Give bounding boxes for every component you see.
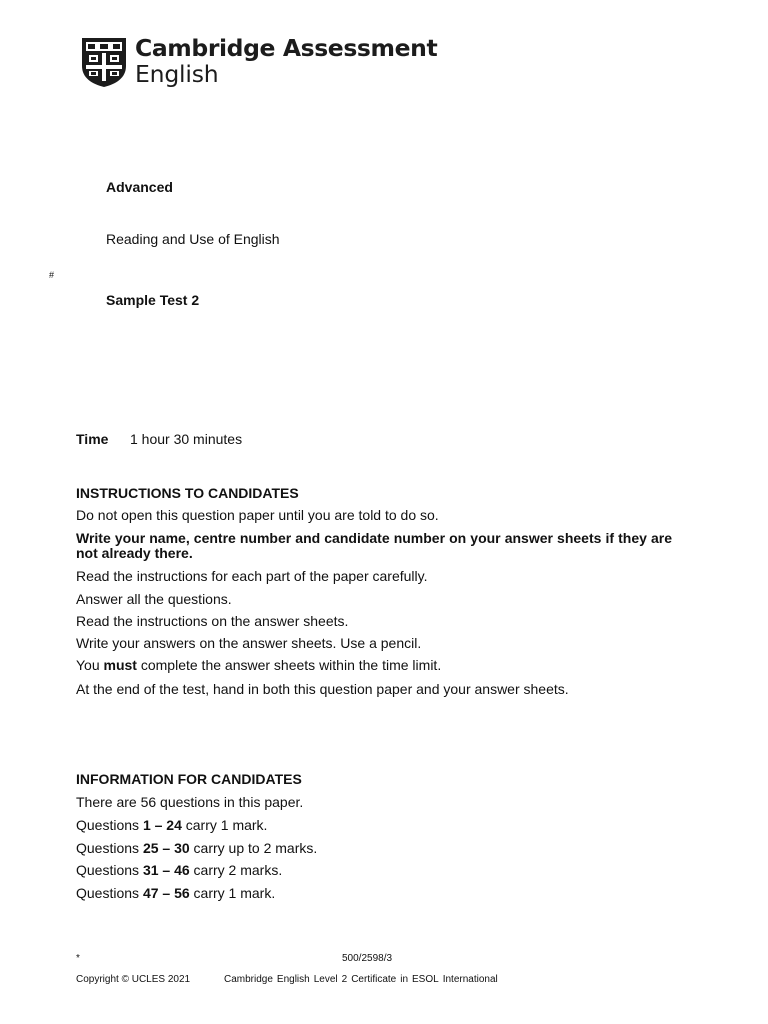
- instruction-text: You: [76, 657, 104, 673]
- row-prefix: Questions: [76, 885, 143, 901]
- university-crest-icon: [80, 36, 128, 88]
- instruction-line: Do not open this question paper until you are told to do so.: [76, 507, 439, 523]
- question-range: 47 – 56: [142, 885, 190, 901]
- marks-text: carry 1 mark.: [189, 885, 276, 901]
- instruction-line: Write your answers on the answer sheets. Use a pencil.: [76, 635, 422, 651]
- cert-word: 2: [341, 974, 348, 985]
- instruction-text: complete the answer sheets within the time limit.: [136, 657, 442, 673]
- marks-text: carry 1 mark.: [181, 817, 268, 833]
- brand-logo: [80, 34, 438, 92]
- time-label: Time: [76, 431, 109, 447]
- information-line: There are 56 questions in this paper.: [76, 794, 304, 810]
- brand-name: Cambridge Assessment: [135, 34, 438, 62]
- cert-word: International: [442, 974, 498, 985]
- exam-level: Advanced: [106, 179, 173, 195]
- side-mark: #: [49, 270, 55, 280]
- instructions-heading: INSTRUCTIONS TO CANDIDATES: [76, 485, 299, 501]
- row-prefix: Questions: [76, 862, 143, 878]
- question-range: 1 – 24: [142, 817, 182, 833]
- paper-code: 500/2598/3: [342, 953, 393, 964]
- row-prefix: Questions: [76, 817, 143, 833]
- question-marks-row: [76, 885, 275, 902]
- instruction-line: [76, 657, 441, 674]
- instruction-line-bold: Write your name, centre number and candidate number on your answer sheets if they are not already there.: [76, 530, 672, 561]
- information-heading: INFORMATION FOR CANDIDATES: [76, 771, 302, 787]
- brand-subname: English: [135, 60, 219, 88]
- copyright: Copyright © UCLES 2021: [76, 974, 191, 985]
- question-range: 31 – 46: [142, 862, 190, 878]
- question-marks-row: [76, 862, 282, 879]
- cert-word: Level: [313, 974, 338, 985]
- instruction-emphasis: must: [103, 657, 137, 673]
- time-value: 1 hour 30 minutes: [130, 431, 243, 447]
- question-marks-row: [76, 840, 317, 857]
- instruction-line: Read the instructions for each part of the paper carefully.: [76, 568, 428, 584]
- instruction-line: At the end of the test, hand in both this question paper and your answer sheets.: [76, 681, 569, 697]
- marks-text: carry 2 marks.: [189, 862, 283, 878]
- question-marks-row: [76, 817, 267, 834]
- cert-word: ESOL: [412, 974, 439, 985]
- test-title: Sample Test 2: [106, 292, 200, 308]
- marks-text: carry up to 2 marks.: [189, 840, 318, 856]
- question-range: 25 – 30: [142, 840, 190, 856]
- paper-title: Reading and Use of English: [106, 231, 280, 247]
- certificate-name: [224, 974, 502, 985]
- cert-word: in: [400, 974, 409, 985]
- cert-word: English: [276, 974, 310, 985]
- instruction-line: Answer all the questions.: [76, 591, 232, 607]
- footer-asterisk: *: [76, 953, 80, 964]
- row-prefix: Questions: [76, 840, 143, 856]
- cert-word: Certificate: [351, 974, 397, 985]
- instruction-line: Read the instructions on the answer sheets.: [76, 613, 349, 629]
- cert-word: Cambridge: [224, 974, 273, 985]
